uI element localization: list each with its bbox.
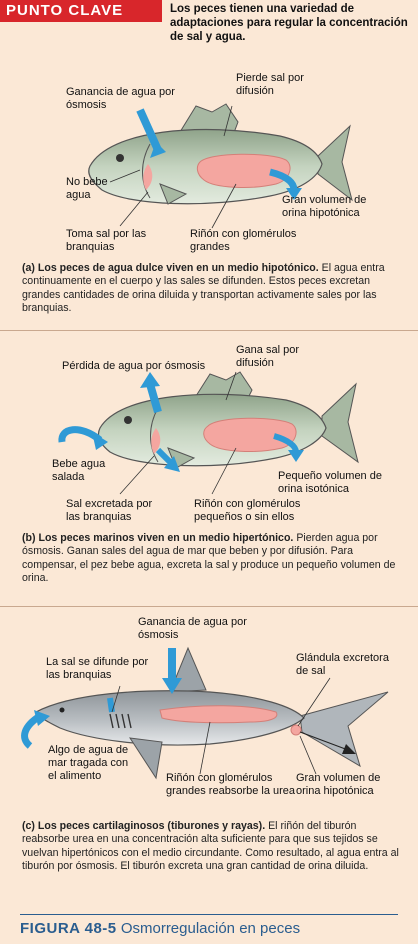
key-point-header	[0, 0, 418, 66]
label-kidney: Riñón con glomérulos pequeños o sin ellos	[194, 498, 301, 523]
water-loss-arrowhead	[140, 372, 160, 388]
rectal-gland	[291, 725, 301, 735]
caption-a-title: (a) Los peces de agua dulce viven en un medio hipotónico.	[22, 262, 319, 274]
label-urine: Gran volumen de orina hipotónica	[282, 194, 367, 219]
salt-excreted-pointer	[120, 456, 154, 494]
caption-a	[22, 262, 400, 315]
figure-title-text: Osmorregulación en peces	[120, 920, 301, 937]
tail-fin	[318, 126, 352, 200]
key-point-text: Los peces tienen una variedad de adaptaciones para regular la concentración de sal y agua.	[170, 3, 408, 43]
label-salt-excreted: Sal excretada por las branquias	[66, 498, 153, 523]
caption-c-title: (c) Los peces cartilaginosos (tiburones y rayas).	[22, 820, 266, 832]
label-seawater: Algo de agua de mar tragada con el alimento	[48, 744, 129, 782]
label-kidney: Riñón con glomérulos grandes reabsorbe la urea	[166, 772, 296, 797]
kidney	[160, 706, 277, 723]
divider	[0, 330, 418, 331]
panel-marine	[0, 332, 418, 610]
caption-a-text: El agua entra continuamente en el cuerpo y las sales se difunden. Estos peces excretan grandes cantidades de orina diluida y transportan activamente sales por las branquias.	[22, 262, 385, 314]
label-salt-loss: Pierde sal por difusión	[236, 72, 304, 97]
eye	[60, 708, 65, 713]
label-water-gain: Ganancia de agua por ósmosis	[66, 86, 175, 111]
eye	[124, 416, 132, 424]
label-urine: Gran volumen de orina hipotónica	[296, 772, 381, 797]
urine-arrowhead	[288, 450, 304, 462]
panel-freshwater	[0, 66, 418, 328]
salt-diffuse-arrow	[110, 698, 112, 712]
caption-b	[22, 532, 400, 585]
label-kidney: Riñón con glomérulos grandes	[190, 228, 297, 253]
tail-fin	[322, 384, 358, 462]
figure-title-rule	[20, 914, 398, 915]
label-no-drink: No bebe agua	[66, 176, 108, 201]
label-urine: Pequeño volumen de orina isotónica	[278, 470, 382, 495]
panel-cartilaginous	[0, 608, 418, 904]
label-rectal-gland: Glándula excretora de sal	[296, 652, 389, 677]
urine-pointer	[300, 736, 316, 774]
label-salt-diffuse: La sal se difunde por las branquias	[46, 656, 149, 681]
label-water-loss: Pérdida de agua por ósmosis	[62, 360, 206, 372]
label-gill-salt: Toma sal por las branquias	[66, 228, 147, 253]
figure-title	[20, 920, 300, 937]
figure-number: FIGURA 48-5	[20, 920, 117, 937]
kidney	[204, 418, 296, 451]
caption-b-title: (b) Los peces marinos viven en un medio hipertónico.	[22, 532, 294, 544]
caption-c-text: El riñón del tiburón reabsorbe urea en una concentración alta suficiente para que sus tejidos se vuelvan hipertónicos con el medio circundante. Como resultado, al agua entra al tiburón por ósmosis. El tiburón excreta una gran cantidad de orina diluida.	[22, 820, 399, 872]
caption-c	[22, 820, 400, 873]
label-drink: Bebe agua salada	[52, 458, 106, 483]
caption-b-text: Pierden agua por ósmosis. Ganan sales del agua de mar que beben y por difusión. Para compensar, el pez bebe agua, excreta la sal y produce un pequeño volumen de orina.	[22, 532, 396, 584]
divider	[0, 606, 418, 607]
label-water-gain: Ganancia de agua por ósmosis	[138, 616, 247, 641]
key-point-label: PUNTO CLAVE	[0, 0, 162, 22]
eye	[116, 154, 124, 162]
label-salt-gain: Gana sal por difusión	[236, 344, 299, 369]
